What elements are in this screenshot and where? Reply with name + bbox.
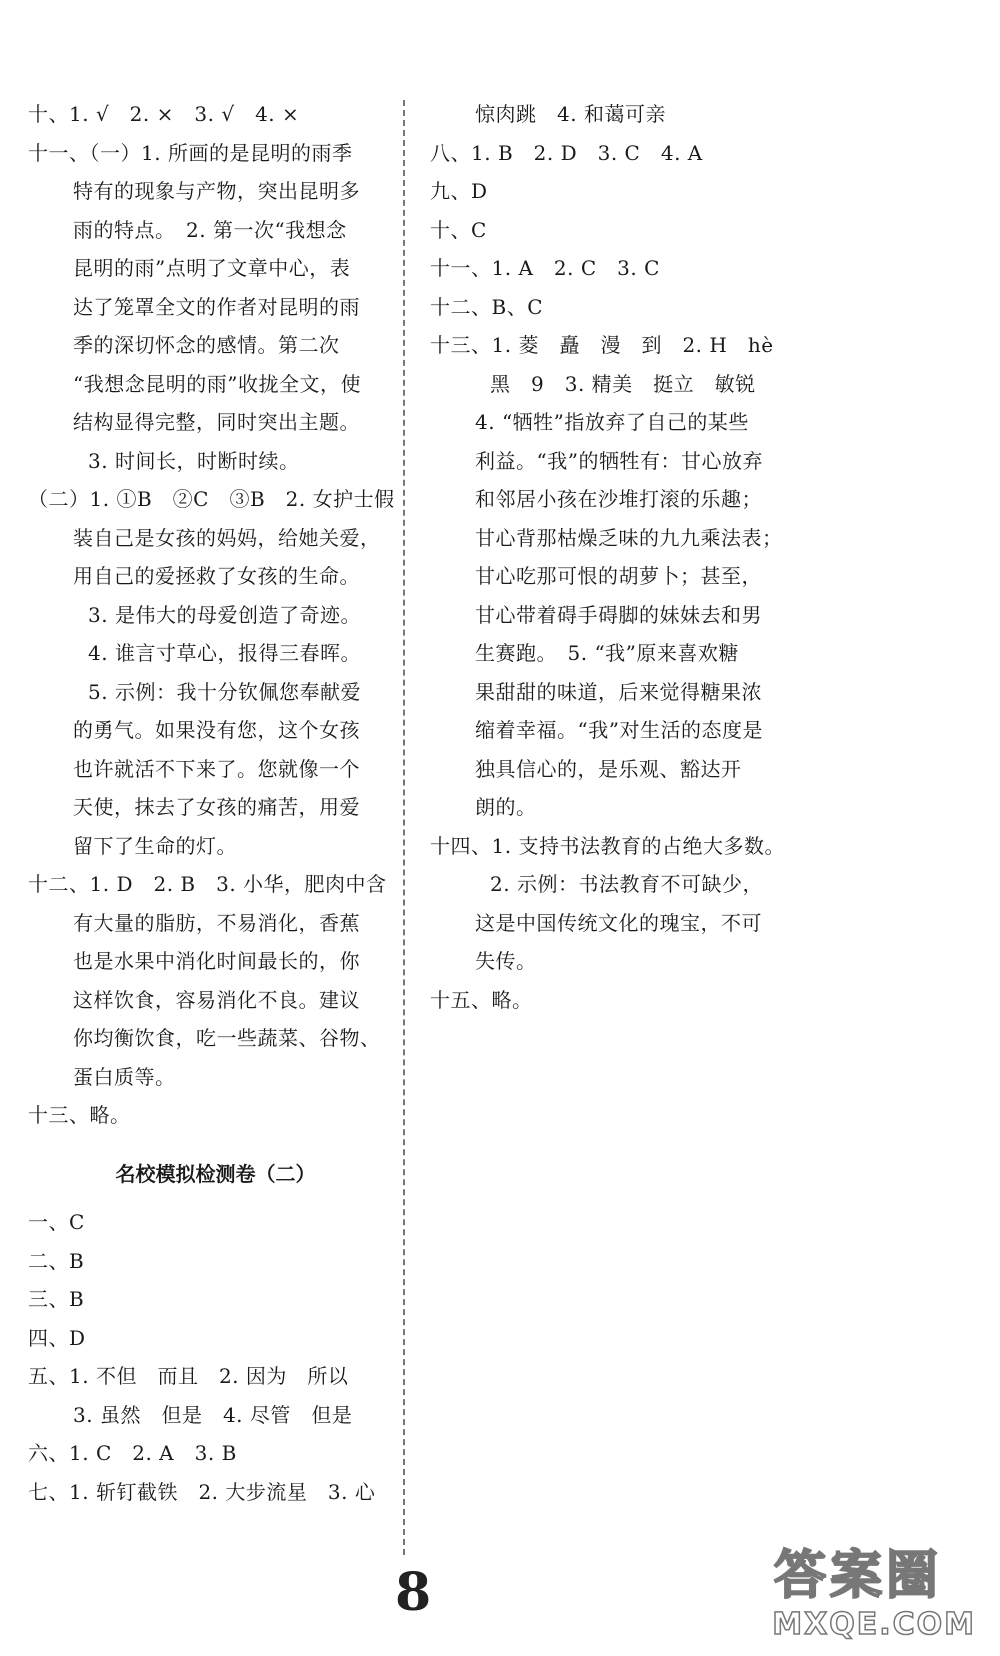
answer-line: 朗的。 [475,795,537,819]
answer-line: 独具信心的，是乐观、豁达开 [475,756,742,781]
answer-line: 十三、1. 菱 矗 漫 到 2. H hè [430,333,774,357]
answer-line: 生赛跑。 5. “我”原来喜欢糖 [475,641,739,665]
answer-line: 十一、（一）1. 所画的是昆明的雨季 [28,140,353,165]
answer-line: 缩着幸福。“我”对生活的态度是 [475,718,763,742]
answer-line: 十二、1. D 2. B 3. 小华，肥肉中含 [28,872,387,896]
right-answers [430,95,790,1019]
answer-line: 2. 示例：书法教育不可缺少， [490,872,763,896]
answer-line: 这是中国传统文化的瑰宝，不可 [475,910,762,935]
left-answers-part-2 [28,1203,383,1511]
answer-line: 用自己的爱拯救了女孩的生命。 [73,564,360,588]
answer-line: 蛋白质等。 [73,1064,176,1089]
answer-line: 十五、略。 [430,987,533,1012]
column-divider [403,100,405,1555]
answer-line: 十二、B、C [430,294,543,319]
answer-line: 十一、1. A 2. C 3. C [430,256,660,280]
answer-line: 你均衡饮食，吃一些蔬菜、谷物、 [73,1026,381,1050]
answer-line: 二、B [28,1248,85,1273]
answer-line: 装自己是女孩的妈妈，给她关爱， [73,525,381,550]
answer-line: 利益。“我”的牺牲有：甘心放弃 [475,448,763,473]
answer-line: 的勇气。如果没有您，这个女孩 [73,718,360,742]
answer-line: 甘心背那枯燥乏味的九九乘法表； [475,525,783,550]
answer-line: 甘心吃那可恨的胡萝卜；甚至， [475,564,762,588]
answer-line: 十三、略。 [28,1103,131,1127]
watermark-en: MXQE.COM [772,1607,976,1642]
answer-line: 一、C [28,1210,85,1234]
answer-line: 3. 是伟大的母爱创造了奇迹。 [88,602,361,627]
answer-line: 和邻居小孩在沙堆打滚的乐趣； [475,487,762,511]
answer-line: “我想念昆明的雨”收拢全文，使 [73,371,361,396]
answer-line: 果甜甜的味道，后来觉得糖果浓 [475,679,762,704]
answer-line: 3. 时间长，时断时续。 [88,448,300,473]
answer-line: 失传。 [475,949,537,973]
watermark-cn: 答案圈 [773,1546,942,1606]
right-column [430,95,790,1019]
answer-line: 也是水果中消化时间最长的，你 [73,949,360,973]
answer-line: 十、1. √ 2. × 3. √ 4. × [28,102,300,126]
answer-line: 季的深切怀念的感情。第二次 [73,333,340,357]
answer-line: 黑 9 3. 精美 挺立 敏锐 [490,371,756,396]
answer-line: 十、C [430,217,487,242]
answer-line: 4. “牺牲”指放弃了自己的某些 [475,410,749,434]
page-number: 8 [395,1562,432,1623]
answer-line: 这样饮食，容易消化不良。建议 [73,987,360,1012]
answer-line: 结构显得完整，同时突出主题。 [73,410,360,434]
answer-line: （二）1. ①B ②C ③B 2. 女护士假 [28,487,395,511]
answer-line: 惊肉跳 4. 和蔼可亲 [475,102,666,126]
answer-line: 留下了生命的灯。 [73,833,237,858]
answer-line: 五、1. 不但 而且 2. 因为 所以 [28,1364,349,1388]
answer-line: 达了笼罩全文的作者对昆明的雨 [73,294,360,319]
answer-line: 八、1. B 2. D 3. C 4. A [430,140,703,165]
answer-line: 雨的特点。 2. 第一次“我想念 [73,217,347,242]
left-answers-part-1 [28,95,395,1135]
section-heading: 名校模拟检测卷（二） [115,1161,316,1186]
answer-line: 九、D [430,179,488,203]
left-column [28,95,395,1511]
answer-line: 也许就活不下来了。您就像一个 [73,756,360,781]
answer-line: 四、D [28,1325,86,1350]
answer-line: 十四、1. 支持书法教育的占绝大多数。 [430,833,785,858]
answer-line: 有大量的脂肪，不易消化，香蕉 [73,910,360,935]
answer-line: 三、B [28,1287,85,1311]
answer-line: 昆明的雨”点明了文章中心，表 [73,256,351,280]
answer-line: 七、1. 斩钉截铁 2. 大步流星 3. 心 [28,1479,376,1504]
answer-line: 六、1. C 2. A 3. B [28,1441,237,1465]
answer-line: 3. 虽然 但是 4. 尽管 但是 [73,1402,353,1427]
answer-line: 特有的现象与产物，突出昆明多 [73,179,360,203]
answer-line: 甘心带着碍手碍脚的妹妹去和男 [475,602,762,627]
answer-line: 天使，抹去了女孩的痛苦，用爱 [73,795,360,819]
answer-line: 5. 示例：我十分钦佩您奉献爱 [88,679,361,704]
answer-line: 4. 谁言寸草心，报得三春晖。 [88,641,361,665]
